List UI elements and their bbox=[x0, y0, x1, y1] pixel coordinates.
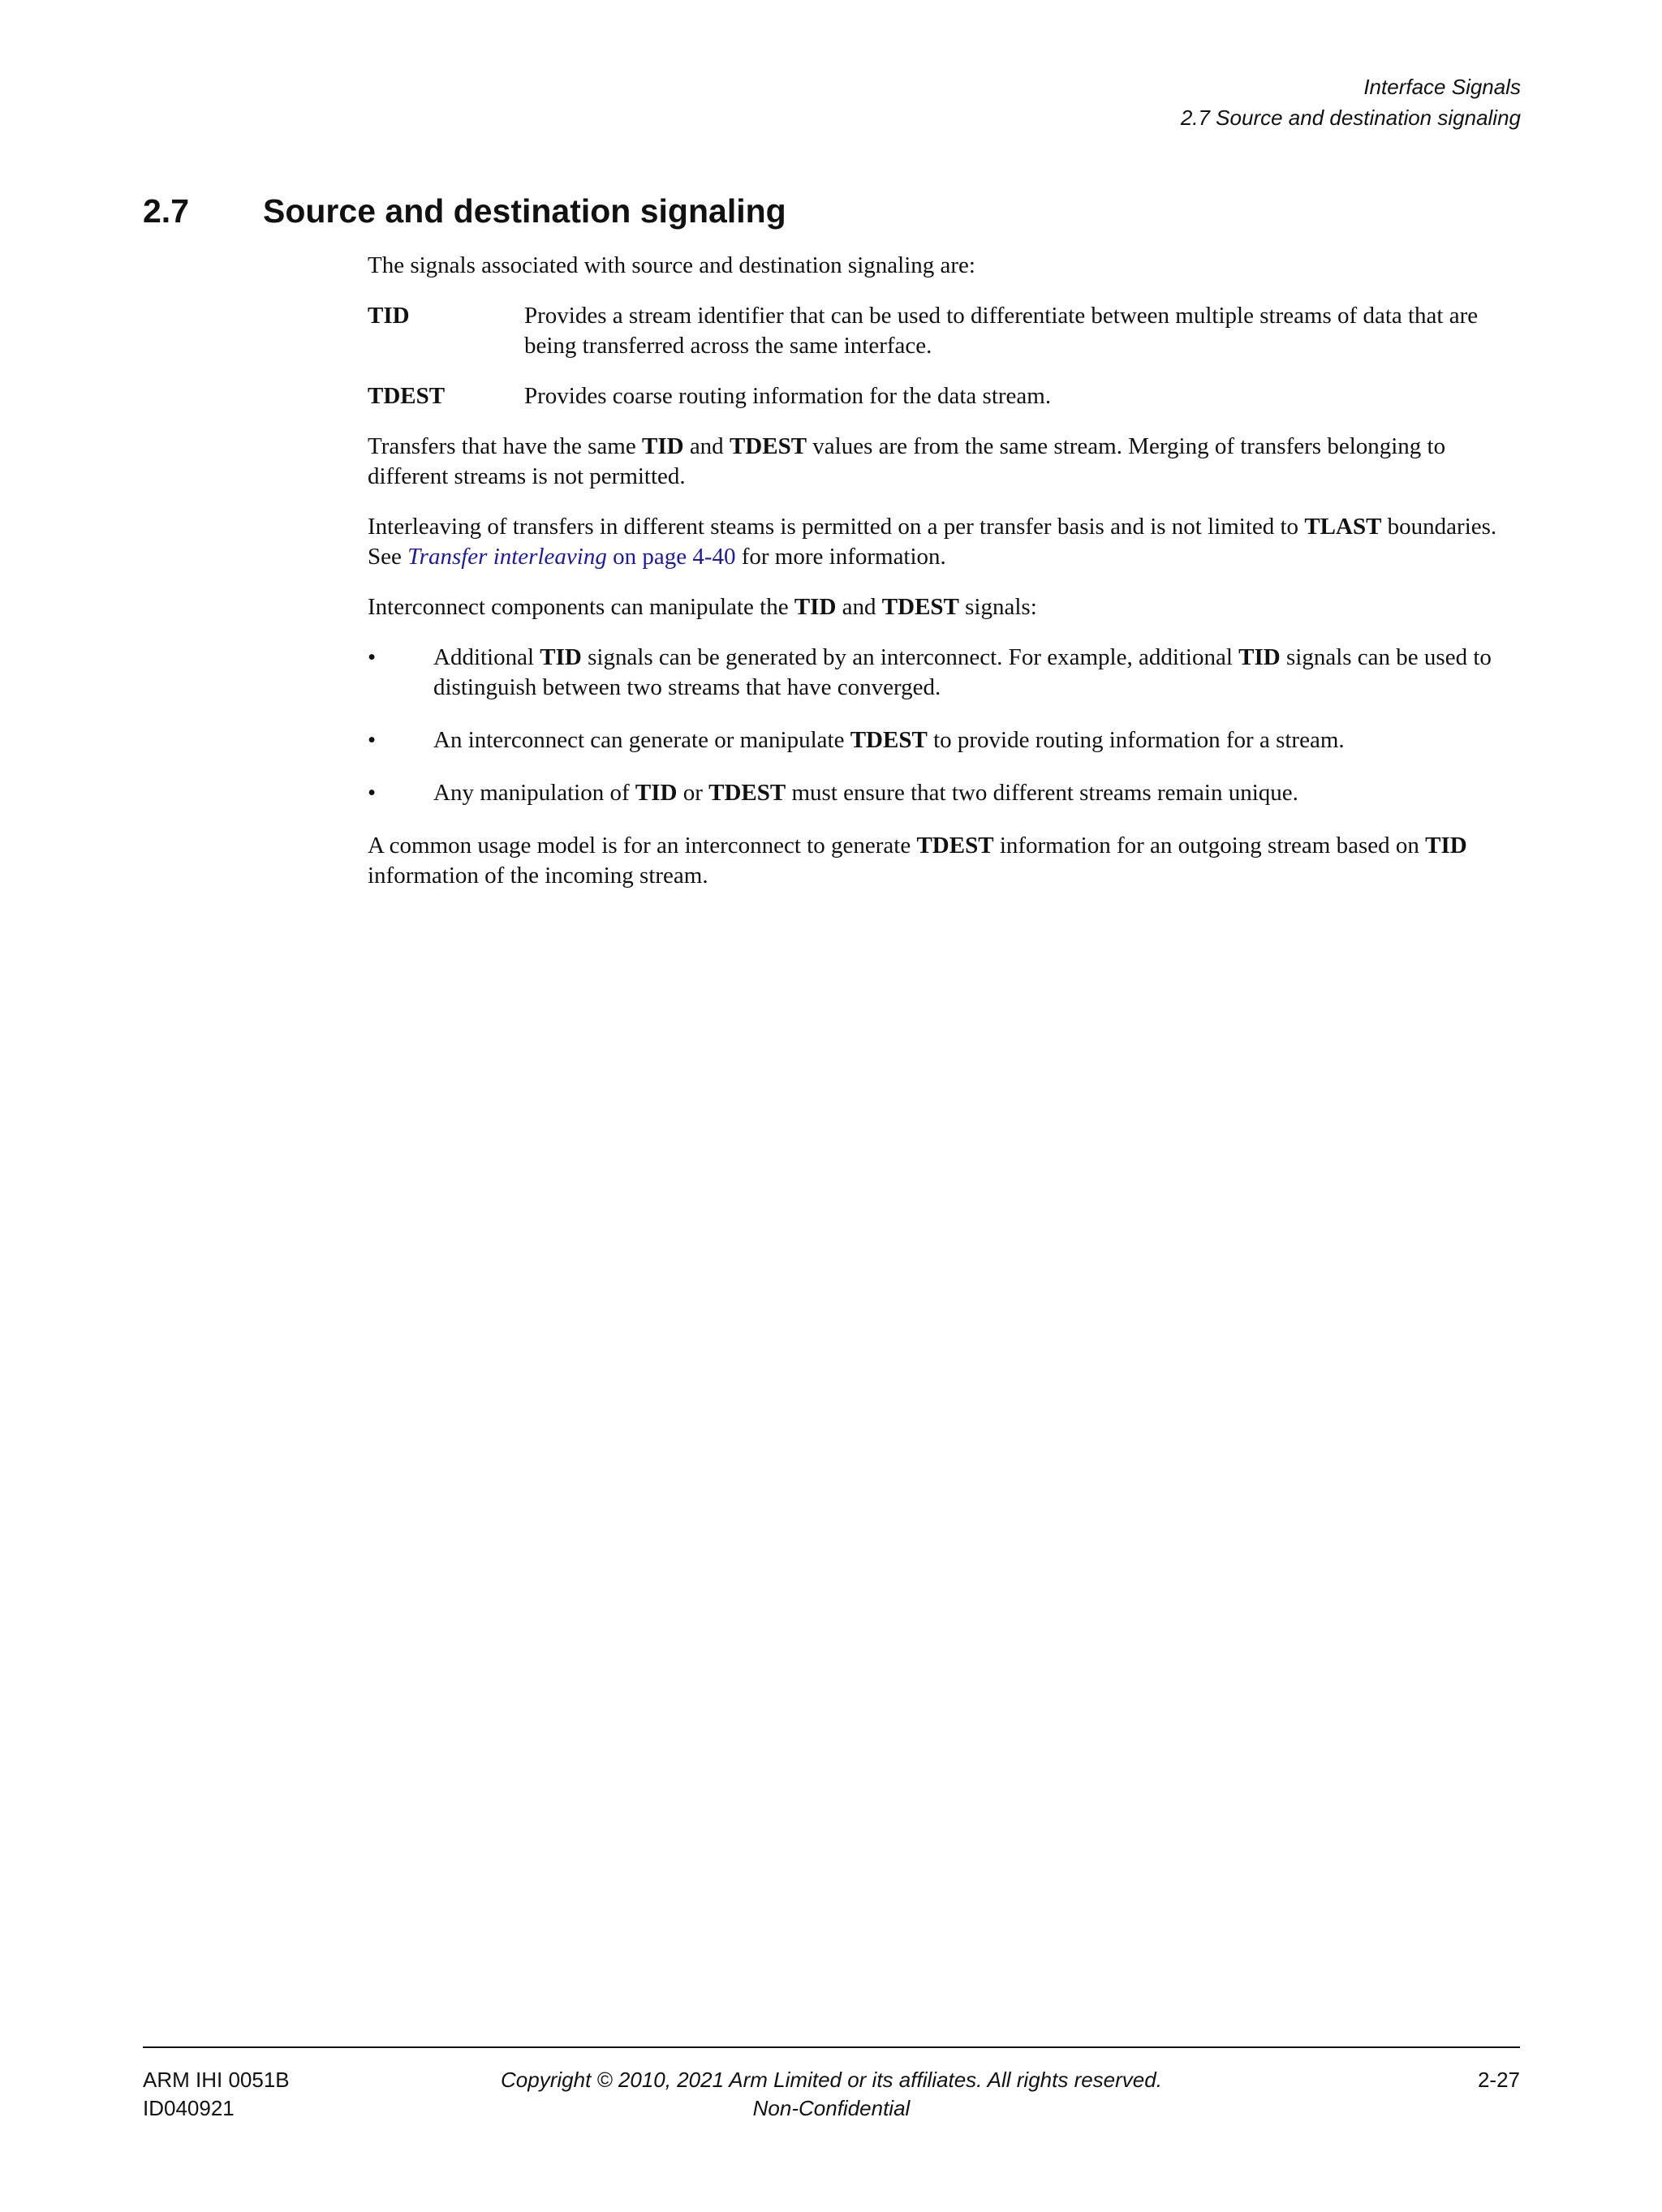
interleaving-paragraph bbox=[368, 512, 1516, 572]
signal-name: TID bbox=[641, 433, 684, 459]
section-body bbox=[368, 251, 1516, 911]
usage-model-paragraph bbox=[368, 831, 1516, 891]
issue-id: ID040921 bbox=[143, 2096, 235, 2120]
text-run: to provide routing information for a stream. bbox=[927, 727, 1345, 753]
signal-definition-list bbox=[368, 301, 1516, 411]
signal-name: TID bbox=[540, 644, 582, 670]
text-run: signals can be used to distinguish between two streams that have converged. bbox=[433, 644, 1492, 700]
footer-divider bbox=[143, 2046, 1520, 2048]
text-run: information of the incoming stream. bbox=[368, 863, 708, 889]
running-header-chapter: Interface Signals bbox=[1363, 75, 1521, 99]
bullet-list bbox=[368, 643, 1516, 808]
link-title: Transfer interleaving bbox=[407, 544, 607, 570]
bullet-text bbox=[433, 725, 1516, 755]
signal-name: TDEST bbox=[881, 594, 959, 620]
signal-name: TID bbox=[635, 780, 678, 806]
bullet-icon: • bbox=[368, 727, 377, 753]
signal-term: TID bbox=[368, 303, 410, 329]
text-run: values are from the same stream. Merging of transfers belonging to different streams is not permitted. bbox=[368, 433, 1446, 489]
signal-name: TDEST bbox=[708, 780, 786, 806]
list-item bbox=[368, 725, 1516, 755]
text-run: Transfers that have the same bbox=[368, 433, 642, 459]
document-id: ARM IHI 0051B bbox=[143, 2068, 290, 2092]
section-heading bbox=[143, 188, 1522, 234]
signal-name: TDEST bbox=[850, 727, 928, 753]
signal-name: TDEST bbox=[729, 433, 807, 459]
signal-definition bbox=[368, 381, 1516, 411]
signal-term: TDEST bbox=[368, 383, 446, 409]
text-run: Interconnect components can manipulate the bbox=[368, 594, 794, 620]
text-run: Any manipulation of bbox=[433, 780, 635, 806]
section-number: 2.7 bbox=[143, 192, 189, 230]
text-run: Interleaving of transfers in different steams is permitted on a per transfer basis and is not limited to bbox=[368, 514, 1305, 540]
running-header bbox=[1181, 71, 1521, 133]
signal-description: Provides a stream identifier that can be used to differentiate between multiple streams of data that are being transferred across the same interface. bbox=[524, 303, 1479, 359]
signal-name: TID bbox=[1425, 833, 1467, 859]
signal-name: TID bbox=[794, 594, 837, 620]
text-run: or bbox=[677, 780, 709, 806]
footer-left bbox=[143, 2066, 290, 2123]
bullet-text bbox=[433, 778, 1516, 808]
transfer-interleaving-link[interactable] bbox=[407, 544, 735, 570]
text-run: and bbox=[836, 594, 882, 620]
text-run: must ensure that two different streams remain unique. bbox=[786, 780, 1298, 806]
intro-paragraph: The signals associated with source and destination signaling are: bbox=[368, 252, 975, 278]
signal-description: Provides coarse routing information for the data stream. bbox=[524, 383, 1052, 409]
bullet-icon: • bbox=[368, 644, 377, 670]
text-run: and bbox=[683, 433, 730, 459]
signal-name: TID bbox=[1238, 644, 1281, 670]
text-run: signals: bbox=[958, 594, 1037, 620]
section-title: Source and destination signaling bbox=[263, 192, 786, 230]
text-run: A common usage model is for an interconnect to generate bbox=[368, 833, 917, 859]
link-page-ref: on page 4-40 bbox=[606, 544, 736, 570]
text-run: for more information. bbox=[735, 544, 946, 570]
copyright-notice: Copyright © 2010, 2021 Arm Limited or its affiliates. All rights reserved. bbox=[501, 2068, 1162, 2092]
text-run: boundaries. See bbox=[368, 514, 1497, 570]
signal-name: TDEST bbox=[916, 833, 994, 859]
signal-name: TLAST bbox=[1304, 514, 1382, 540]
footer-center bbox=[143, 2066, 1520, 2123]
text-run: signals can be generated by an interconnect. For example, additional bbox=[581, 644, 1239, 670]
stream-definition-paragraph bbox=[368, 432, 1516, 492]
running-header-section: 2.7 Source and destination signaling bbox=[1180, 105, 1521, 130]
list-item bbox=[368, 643, 1516, 703]
page-number: 2-27 bbox=[1477, 2068, 1520, 2092]
signal-definition bbox=[368, 301, 1516, 361]
bullet-icon: • bbox=[368, 780, 377, 806]
text-run: Additional bbox=[433, 644, 540, 670]
text-run: An interconnect can generate or manipulate bbox=[433, 727, 850, 753]
list-item bbox=[368, 778, 1516, 808]
confidentiality-label: Non-Confidential bbox=[752, 2096, 911, 2120]
interconnect-paragraph bbox=[368, 592, 1516, 622]
bullet-text bbox=[433, 643, 1516, 703]
text-run: information for an outgoing stream based on bbox=[993, 833, 1426, 859]
